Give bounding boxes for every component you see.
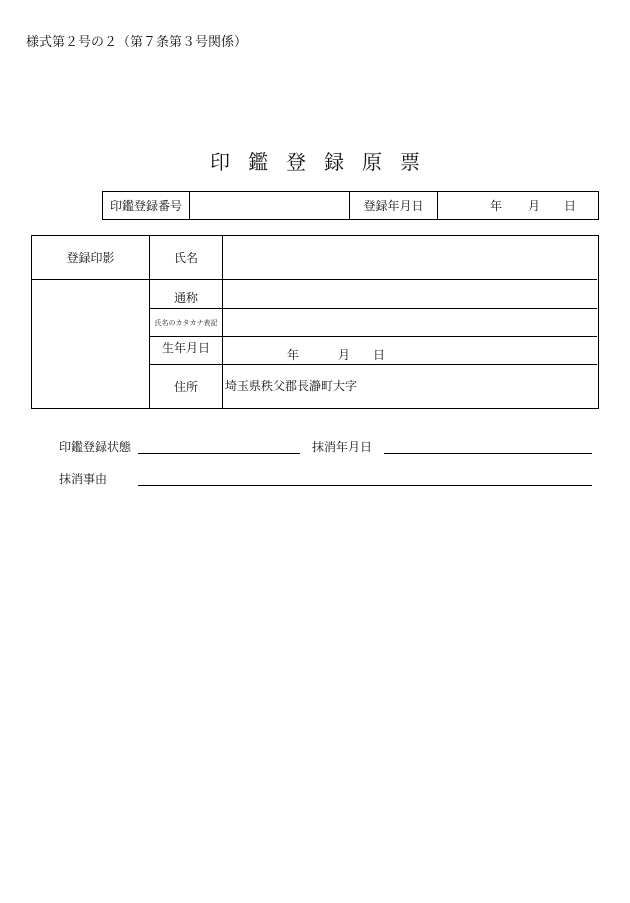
address-field[interactable]: 埼玉県秩父郡長瀞町大字 xyxy=(225,379,358,393)
cancel-date-line[interactable] xyxy=(384,453,592,454)
cancel-reason-line[interactable] xyxy=(138,485,592,486)
seal-status-line[interactable] xyxy=(138,453,300,454)
name-field[interactable] xyxy=(223,236,597,279)
page-title: 印鑑登録原票 xyxy=(210,150,438,174)
registration-row xyxy=(102,191,599,220)
form-number: 様式第２号の２（第７条第３号関係） xyxy=(26,35,248,50)
kana-name-field[interactable] xyxy=(223,309,597,336)
registration-date-field[interactable] xyxy=(438,192,598,219)
cancel-date-label: 抹消年月日 xyxy=(312,440,373,454)
birth-date-label: 生年月日 xyxy=(161,341,210,355)
alias-label: 通称 xyxy=(173,291,198,305)
name-label: 氏名 xyxy=(173,251,198,265)
kana-name-label: 氏名のカタカナ表記 xyxy=(154,318,218,327)
registration-date-month: 月 xyxy=(528,199,541,213)
registration-number-field[interactable] xyxy=(190,192,350,219)
registrant-table xyxy=(31,235,599,409)
birth-date-field[interactable] xyxy=(223,337,597,364)
cancel-reason-label: 抹消事由 xyxy=(59,472,108,486)
seal-impression-area[interactable] xyxy=(32,280,149,408)
registration-date-year: 年 xyxy=(490,199,503,213)
birth-date-month: 月 xyxy=(338,348,351,362)
birth-date-day: 日 xyxy=(373,348,386,362)
address-label: 住所 xyxy=(173,380,198,394)
seal-status-label: 印鑑登録状態 xyxy=(59,440,132,454)
seal-impression-label: 登録印影 xyxy=(66,251,115,265)
alias-field[interactable] xyxy=(223,280,597,308)
birth-date-year: 年 xyxy=(287,348,300,362)
registration-date-label: 登録年月日 xyxy=(350,192,438,219)
registration-number-label: 印鑑登録番号 xyxy=(103,192,190,219)
registration-date-day: 日 xyxy=(564,199,577,213)
